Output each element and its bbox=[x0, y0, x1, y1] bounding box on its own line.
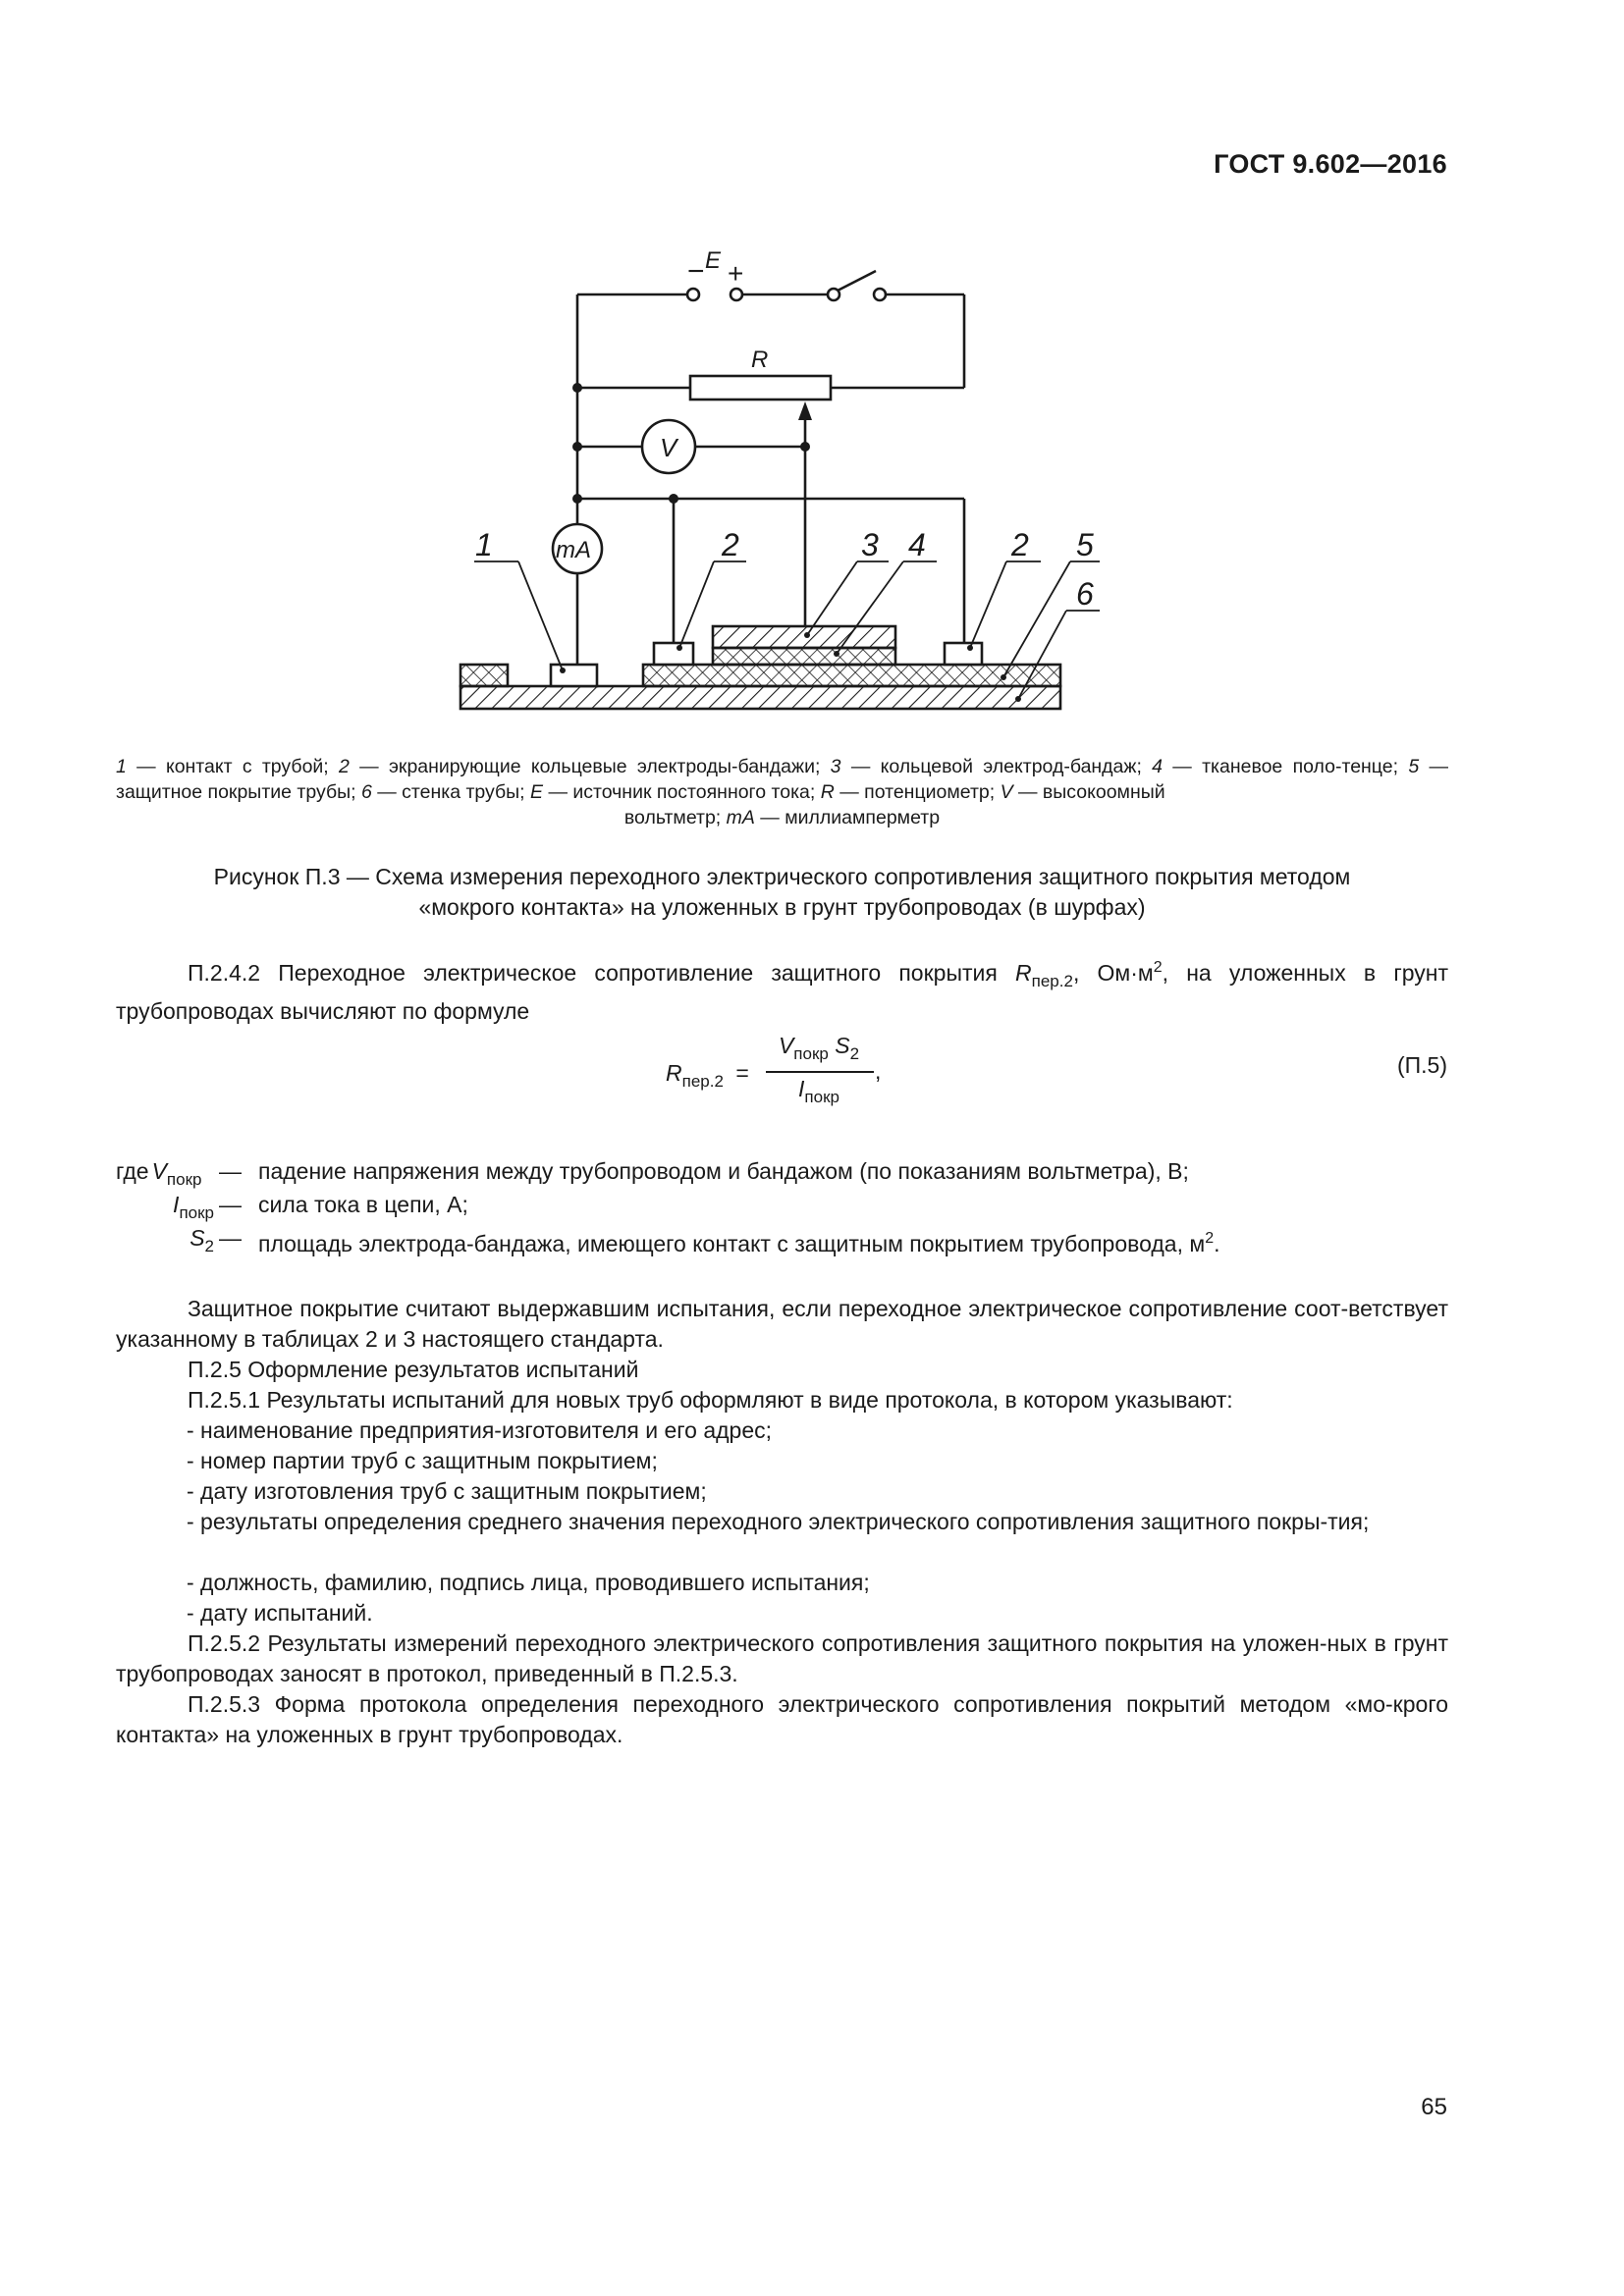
label-5: 5 bbox=[1076, 527, 1094, 562]
label-6: 6 bbox=[1076, 576, 1094, 612]
protective-coating bbox=[460, 665, 508, 686]
paragraph-p242: П.2.4.2 Переходное электрическое сопротивление защитного покрытия $R_{пер.2}$, $Ом\cdot м^2$, на уложенных в грунт трубопроводах вычисляют по формуле bbox=[116, 959, 1448, 1024]
list-item: - номер партии труб с защитным покрытием; bbox=[187, 1448, 658, 1473]
label-1: 1 bbox=[475, 527, 493, 562]
figure-caption: Рисунок П.3 — Схема измерения переходного электрического сопротивления защитного покрытия методом «мокрого контакта» на уложенных в грунт трубопроводах (в шурфах) bbox=[213, 864, 1351, 920]
page-number: 65 bbox=[1421, 2094, 1447, 2120]
pipe-wall bbox=[460, 686, 1060, 709]
potentiometer-icon bbox=[690, 376, 831, 400]
potentiometer-label: R bbox=[751, 347, 769, 373]
pipe-contact bbox=[551, 665, 597, 686]
screening-electrode bbox=[654, 643, 693, 665]
fraction-bar bbox=[766, 1071, 874, 1073]
label-4: 4 bbox=[908, 527, 926, 562]
list-item: - результаты определения среднего значения переходного электрического сопротивления защитного покры-тия; bbox=[187, 1509, 1370, 1534]
list-item: - дату изготовления труб с защитным покрытием; bbox=[187, 1478, 707, 1504]
figure-legend: 1 — контакт с трубой; 2 — экранирующие кольцевые электроды-бандажи; 3 — кольцевой электрод-бандаж; 4 — тканевое поло-тенце; 5 — защитное покрытие трубы; 6 — стенка трубы; E — источник постоянного тока; R — потенциометр; V — высокоомный вольтметр; mA — миллиамперметр bbox=[116, 756, 1448, 828]
label-3: 3 bbox=[861, 527, 879, 562]
heading-p25: П.2.5 Оформление результатов испытаний bbox=[188, 1357, 639, 1382]
list-item: - наименование предприятия-изготовителя и его адрес; bbox=[187, 1417, 773, 1443]
milliammeter-label: mA bbox=[556, 537, 591, 563]
source-plus-label: + bbox=[728, 258, 744, 289]
screening-electrode bbox=[945, 643, 982, 665]
source-minus-label: − bbox=[687, 255, 705, 288]
paragraph-p251: П.2.5.1 Результаты испытаний для новых труб оформляют в виде протокола, в котором указывают: bbox=[188, 1387, 1233, 1413]
label-2-left: 2 bbox=[722, 527, 739, 562]
circuit-diagram bbox=[0, 0, 1624, 746]
label-2-right: 2 bbox=[1011, 527, 1029, 562]
source-letter-label: E bbox=[705, 247, 722, 274]
formula-number: (П.5) bbox=[1396, 1052, 1447, 1078]
list-item: - дату испытаний. bbox=[187, 1600, 373, 1626]
fabric-towel bbox=[713, 648, 895, 665]
document-code: ГОСТ 9.602—2016 bbox=[1214, 149, 1447, 179]
ring-electrode bbox=[713, 626, 895, 648]
paragraph-p253: П.2.5.3 Форма протокола определения переходного электрического сопротивления покрытий методом «мо-крого контакта» на уложенных в грунт трубопроводах. bbox=[116, 1691, 1448, 1747]
wiper-arrow-icon bbox=[798, 401, 812, 420]
list-item: - должность, фамилию, подпись лица, проводившего испытания; bbox=[187, 1570, 870, 1595]
protective-coating bbox=[643, 665, 1060, 686]
paragraph-coating-accepted: Защитное покрытие считают выдержавшим испытания, если переходное электрическое сопротивление соот-ветствует указанному в таблицах 2 и 3 настоящего стандарта. bbox=[116, 1296, 1448, 1352]
paragraph-p252: П.2.5.2 Результаты измерений переходного электрического сопротивления защитного покрытия на уложен-ных в грунт трубопроводах заносят в протокол, приведенный в П.2.5.3. bbox=[116, 1630, 1448, 1686]
voltmeter-label: V bbox=[660, 433, 677, 462]
